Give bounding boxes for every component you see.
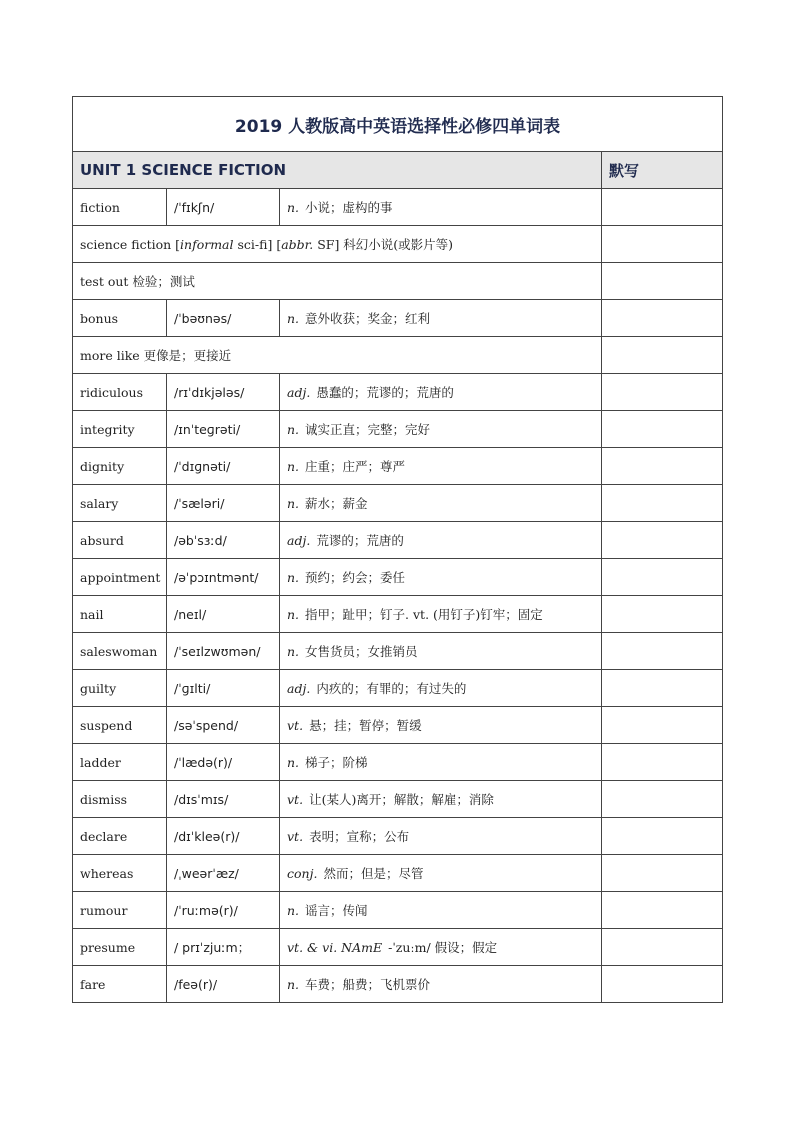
- phonetic-cell: /səˈspend/: [167, 707, 280, 744]
- dictation-cell[interactable]: [602, 189, 723, 226]
- part-of-speech: n.: [287, 311, 300, 326]
- meaning-text: 表明；宣称；公布: [309, 829, 410, 844]
- meaning-cell: [280, 189, 602, 226]
- meaning-cell: [280, 855, 602, 892]
- meaning-cell: [280, 374, 602, 411]
- word-cell: suspend: [73, 707, 167, 744]
- phonetic-cell: /ˈbəʊnəs/: [167, 300, 280, 337]
- dictation-cell[interactable]: [602, 448, 723, 485]
- word-cell: bonus: [73, 300, 167, 337]
- meaning-text: 小说；虚构的事: [305, 200, 393, 215]
- dictation-cell[interactable]: [602, 300, 723, 337]
- meaning-text: 让(某人)离开；解散；解雇；消除: [309, 792, 494, 807]
- dictation-cell[interactable]: [602, 670, 723, 707]
- word-cell: rumour: [73, 892, 167, 929]
- meaning-cell: [280, 559, 602, 596]
- phonetic-cell: /ˈfɪkʃn/: [167, 189, 280, 226]
- table-row: [73, 707, 723, 744]
- word-cell: saleswoman: [73, 633, 167, 670]
- phonetic-cell: /ɪnˈteɡrəti/: [167, 411, 280, 448]
- meaning-text: 意外收获；奖金；红利: [305, 311, 431, 326]
- meaning-text: -ˈzuːm/ 假设；假定: [388, 940, 498, 955]
- meaning-text: 愚蠢的；荒谬的；荒唐的: [316, 385, 454, 400]
- dictation-cell[interactable]: [602, 559, 723, 596]
- dictation-cell[interactable]: [602, 744, 723, 781]
- part-of-speech: n.: [287, 607, 300, 622]
- meaning-text: 悬；挂；暂停；暂缓: [309, 718, 422, 733]
- dictation-cell[interactable]: [602, 522, 723, 559]
- word-cell: fare: [73, 966, 167, 1003]
- phonetic-cell: /neɪl/: [167, 596, 280, 633]
- word-cell: ladder: [73, 744, 167, 781]
- phrase-text: abbr.: [281, 237, 314, 252]
- dictation-cell[interactable]: [602, 485, 723, 522]
- phrase-text: sci-fi] [: [233, 237, 282, 252]
- word-cell: integrity: [73, 411, 167, 448]
- phonetic-cell: /ˈsæləri/: [167, 485, 280, 522]
- dictation-cell[interactable]: [602, 855, 723, 892]
- meaning-cell: [280, 818, 602, 855]
- phonetic-cell: /rɪˈdɪkjələs/: [167, 374, 280, 411]
- table-row: [73, 744, 723, 781]
- word-cell: dignity: [73, 448, 167, 485]
- unit-heading: UNIT 1 SCIENCE FICTION: [73, 152, 602, 189]
- dictation-cell[interactable]: [602, 633, 723, 670]
- meaning-cell: [280, 966, 602, 1003]
- dictation-cell[interactable]: [602, 818, 723, 855]
- part-of-speech: vt.: [287, 829, 304, 844]
- page-title: 2019 人教版高中英语选择性必修四单词表: [73, 97, 723, 152]
- phrase-text: SF] 科幻小说(或影片等): [313, 237, 454, 252]
- table-row: [73, 263, 723, 300]
- meaning-cell: [280, 744, 602, 781]
- phrase-cell: [73, 263, 602, 300]
- phonetic-cell: /ˈɡɪlti/: [167, 670, 280, 707]
- part-of-speech: n.: [287, 496, 300, 511]
- unit-header-row: [73, 152, 723, 189]
- phonetic-cell: /ˈruːmə(r)/: [167, 892, 280, 929]
- table-row: [73, 226, 723, 263]
- meaning-cell: [280, 596, 602, 633]
- word-cell: appointment: [73, 559, 167, 596]
- part-of-speech: adj.: [287, 385, 311, 400]
- word-cell: salary: [73, 485, 167, 522]
- meaning-text: 荒谬的；荒唐的: [316, 533, 404, 548]
- meaning-text: 谣言；传闻: [305, 903, 368, 918]
- word-cell: absurd: [73, 522, 167, 559]
- meaning-cell: [280, 781, 602, 818]
- meaning-cell: [280, 448, 602, 485]
- word-cell: declare: [73, 818, 167, 855]
- part-of-speech: n.: [287, 977, 300, 992]
- table-row: [73, 966, 723, 1003]
- table-row: [73, 522, 723, 559]
- table-row: [73, 781, 723, 818]
- meaning-text: 女售货员；女推销员: [305, 644, 418, 659]
- part-of-speech: n.: [287, 459, 300, 474]
- phonetic-cell: /ˈdɪɡnəti/: [167, 448, 280, 485]
- word-cell: guilty: [73, 670, 167, 707]
- table-row: [73, 189, 723, 226]
- word-cell: presume: [73, 929, 167, 966]
- word-cell: fiction: [73, 189, 167, 226]
- table-row: [73, 596, 723, 633]
- table-row: [73, 448, 723, 485]
- word-cell: nail: [73, 596, 167, 633]
- part-of-speech: vt. & vi. NAmE: [287, 940, 383, 955]
- dictation-cell[interactable]: [602, 929, 723, 966]
- part-of-speech: n.: [287, 570, 300, 585]
- phonetic-cell: /ˌweərˈæz/: [167, 855, 280, 892]
- part-of-speech: adj.: [287, 681, 311, 696]
- dictation-cell[interactable]: [602, 411, 723, 448]
- phrase-text: informal: [180, 237, 234, 252]
- phonetic-cell: /ˈlædə(r)/: [167, 744, 280, 781]
- part-of-speech: adj.: [287, 533, 311, 548]
- word-cell: whereas: [73, 855, 167, 892]
- dictation-cell[interactable]: [602, 337, 723, 374]
- part-of-speech: n.: [287, 903, 300, 918]
- table-row: [73, 818, 723, 855]
- phrase-text: test out 检验；测试: [80, 274, 195, 289]
- part-of-speech: vt.: [287, 718, 304, 733]
- dictation-cell[interactable]: [602, 263, 723, 300]
- table-row: [73, 300, 723, 337]
- meaning-cell: [280, 485, 602, 522]
- vocabulary-table: [72, 96, 723, 1003]
- meaning-text: 庄重；庄严；尊严: [305, 459, 406, 474]
- table-row: [73, 633, 723, 670]
- table-row: [73, 374, 723, 411]
- meaning-cell: [280, 300, 602, 337]
- meaning-text: 预约；约会；委任: [305, 570, 406, 585]
- part-of-speech: n.: [287, 755, 300, 770]
- meaning-cell: [280, 633, 602, 670]
- dictation-cell[interactable]: [602, 707, 723, 744]
- dictation-cell[interactable]: [602, 226, 723, 263]
- dictation-header: 默写: [602, 152, 723, 189]
- table-row: [73, 892, 723, 929]
- meaning-text: 薪水；薪金: [305, 496, 368, 511]
- table-row: [73, 337, 723, 374]
- meaning-text: 指甲；趾甲；钉子. vt. (用钉子)钉牢；固定: [305, 607, 543, 622]
- part-of-speech: vt.: [287, 792, 304, 807]
- dictation-cell[interactable]: [602, 374, 723, 411]
- part-of-speech: n.: [287, 644, 300, 659]
- meaning-cell: [280, 929, 602, 966]
- phrase-cell: [73, 337, 602, 374]
- phrase-text: more like 更像是；更接近: [80, 348, 232, 363]
- table-row: [73, 929, 723, 966]
- table-row: [73, 559, 723, 596]
- table-row: [73, 855, 723, 892]
- meaning-text: 然而；但是；尽管: [323, 866, 424, 881]
- dictation-cell[interactable]: [602, 892, 723, 929]
- dictation-cell[interactable]: [602, 966, 723, 1003]
- meaning-text: 诚实正直；完整；完好: [305, 422, 431, 437]
- meaning-cell: [280, 411, 602, 448]
- meaning-cell: [280, 892, 602, 929]
- phrase-text: science fiction [: [80, 237, 181, 252]
- word-cell: dismiss: [73, 781, 167, 818]
- phonetic-cell: /ˈseɪlzwʊmən/: [167, 633, 280, 670]
- meaning-text: 梯子；阶梯: [305, 755, 368, 770]
- phrase-cell: [73, 226, 602, 263]
- meaning-cell: [280, 522, 602, 559]
- phonetic-cell: /feə(r)/: [167, 966, 280, 1003]
- phonetic-cell: / prɪˈzjuːm；: [167, 929, 280, 966]
- word-cell: ridiculous: [73, 374, 167, 411]
- meaning-text: 车费；船费；飞机票价: [305, 977, 431, 992]
- part-of-speech: conj.: [287, 866, 318, 881]
- table-row: [73, 670, 723, 707]
- meaning-text: 内疚的；有罪的；有过失的: [316, 681, 467, 696]
- dictation-cell[interactable]: [602, 781, 723, 818]
- table-row: [73, 411, 723, 448]
- phonetic-cell: /əbˈsɜːd/: [167, 522, 280, 559]
- phonetic-cell: /dɪsˈmɪs/: [167, 781, 280, 818]
- dictation-cell[interactable]: [602, 596, 723, 633]
- part-of-speech: n.: [287, 200, 300, 215]
- meaning-cell: [280, 670, 602, 707]
- table-row: [73, 485, 723, 522]
- title-row: [73, 97, 723, 152]
- part-of-speech: n.: [287, 422, 300, 437]
- phonetic-cell: /əˈpɔɪntmənt/: [167, 559, 280, 596]
- meaning-cell: [280, 707, 602, 744]
- phonetic-cell: /dɪˈkleə(r)/: [167, 818, 280, 855]
